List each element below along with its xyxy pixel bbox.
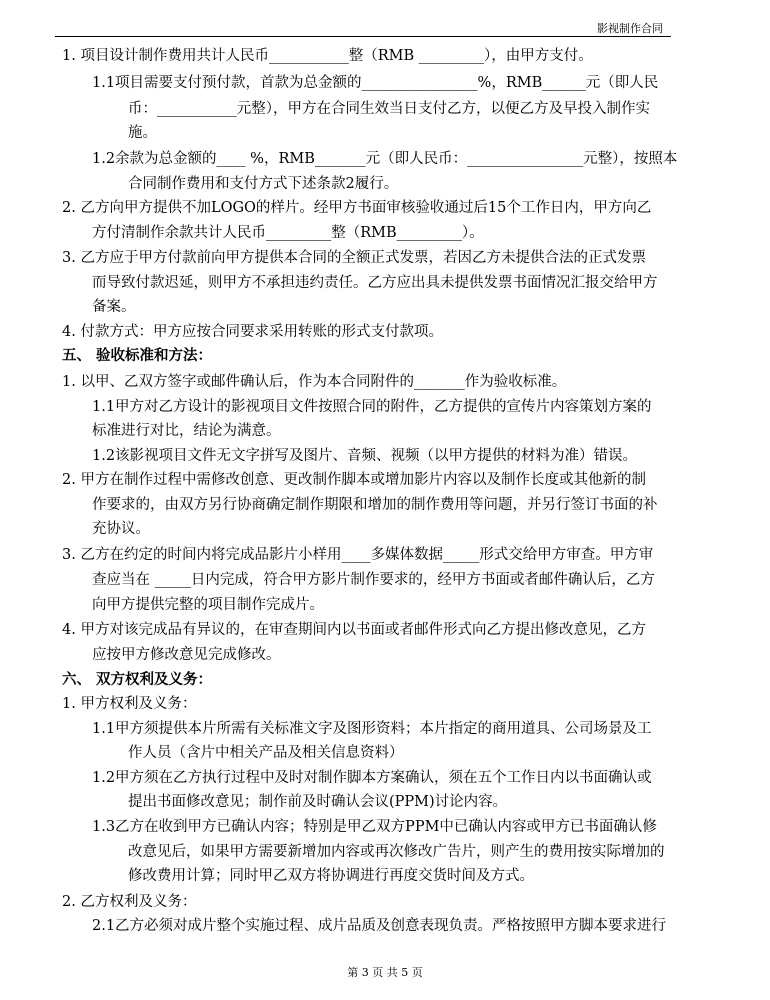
- clause-line: 1.1项目需要支付预付款，首款为总金额的________________%，RMB______元（即人民: [92, 75, 659, 91]
- clause-line: 1. 以甲、乙双方签字或邮件确认后，作为本合同附件的_______作为验收标准。: [62, 374, 567, 390]
- clause-line: 备案。: [92, 299, 136, 315]
- clause-line: 标准进行对比，结论为满意。: [92, 423, 281, 439]
- clause-line: 1.1甲方须提供本片所需有关标准文字及图形资料；本片指定的商用道具、公司场景及工: [92, 721, 652, 737]
- clause-line: 1. 项目设计制作费用共计人民币___________整（RMB _________），由甲方支付。: [62, 48, 593, 64]
- clause-line: 充协议。: [92, 521, 150, 537]
- clause-line: 币：___________元整），甲方在合同生效当日支付乙方，以便乙方及早投入制作实: [128, 101, 650, 117]
- section-heading: 六、 双方权利及义务：: [62, 671, 213, 688]
- clause-line: 作人员（含片中相关产品及相关信息资料）: [128, 745, 404, 761]
- clause-line: 施。: [128, 125, 157, 141]
- clause-line: 提出书面修改意见；制作前及时确认会议(PPM)讨论内容。: [128, 794, 508, 810]
- clause-line: 3. 乙方在约定的时间内将完成品影片小样用____多媒体数据_____形式交给甲方审查。甲方审: [62, 547, 654, 563]
- clause-line: 1.2甲方须在乙方执行过程中及时对制作脚本方案确认，须在五个工作日内以书面确认或: [92, 770, 652, 786]
- page-header: [55, 18, 671, 37]
- clause-line: 修改费用计算；同时甲乙双方将协调进行再度交货时间及方式。: [128, 868, 534, 884]
- clause-line: 1.3乙方在收到甲方已确认内容；特别是甲乙双方PPM中已确认内容或甲方已书面确认修: [92, 819, 657, 835]
- clause-line: 合同制作费用和支付方式下述条款2履行。: [128, 176, 399, 192]
- clause-line: 1.2该影视项目文件无文字拼写及图片、音频、视频（以甲方提供的材料为准）错误。: [92, 448, 638, 464]
- clause-line: 查应当在 _____日内完成，符合甲方影片制作要求的，经甲方书面或者邮件确认后，乙方: [92, 572, 655, 588]
- header-title: 影视制作合同: [597, 22, 663, 35]
- clause-line: 4. 付款方式：甲方应按合同要求采用转账的形式支付款项。: [62, 324, 443, 340]
- clause-line: 方付清制作余款共计人民币_________整（RMB_________）。: [92, 225, 484, 241]
- section-heading: 五、 验收标准和方法：: [62, 347, 213, 364]
- clause-line: 2. 乙方权利及义务：: [62, 894, 197, 910]
- clause-line: 1.2余款为总金额的____ %，RMB_______元（即人民币：________________元整），按照本: [92, 151, 678, 167]
- clause-line: 1. 甲方权利及义务：: [62, 696, 197, 712]
- clause-line: 2.1乙方必须对成片整个实施过程、成片品质及创意表现负责。严格按照甲方脚本要求进行: [92, 918, 667, 934]
- clause-line: 2. 乙方向甲方提供不加LOGO的样片。经甲方书面审核验收通过后15个工作日内，甲方向乙: [62, 200, 652, 216]
- clause-line: 而导致付款迟延，则甲方不承担违约责任。乙方应出具未提供发票书面情况汇报交给甲方: [92, 275, 658, 291]
- clause-line: 作要求的，由双方另行协商确定制作期限和增加的制作费用等问题，并另行签订书面的补: [92, 497, 658, 513]
- clause-line: 4. 甲方对该完成品有异议的，在审查期间内以书面或者邮件形式向乙方提出修改意见，乙方: [62, 622, 646, 638]
- clause-line: 2. 甲方在制作过程中需修改创意、更改制作脚本或增加影片内容以及制作长度或其他新的制: [62, 472, 646, 488]
- clause-line: 向甲方提供完整的项目制作完成片。: [92, 597, 324, 613]
- clause-line: 3. 乙方应于甲方付款前向甲方提供本合同的全额正式发票，若因乙方未提供合法的正式发票: [62, 250, 646, 266]
- clause-line: 改意见后，如果甲方需要新增加内容或再次修改广告片，则产生的费用按实际增加的: [128, 844, 665, 860]
- clause-line: 应按甲方修改意见完成修改。: [92, 647, 281, 663]
- clause-line: 1.1甲方对乙方设计的影视项目文件按照合同的附件，乙方提供的宣传片内容策划方案的: [92, 399, 652, 415]
- page-number: 第 3 页 共 5 页: [347, 966, 423, 979]
